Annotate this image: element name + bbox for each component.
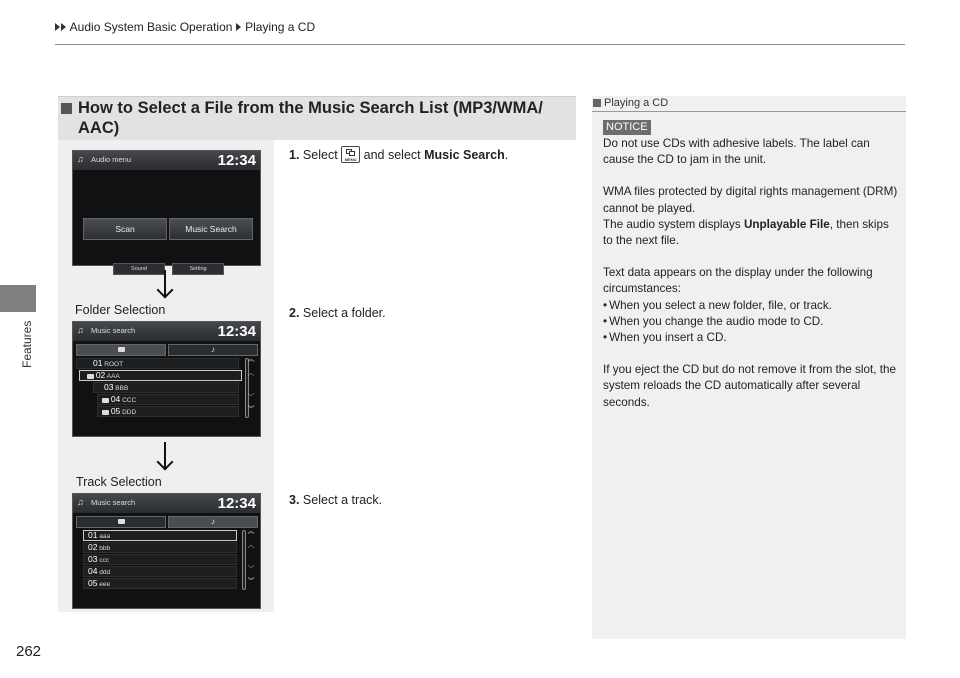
step-number: 1. [289, 148, 300, 162]
list-item[interactable] [79, 370, 242, 381]
step-text: Select a track. [302, 493, 383, 507]
row-number: 04 [88, 566, 98, 576]
notice-badge: NOTICE [603, 120, 651, 135]
row-label: ddd [99, 569, 111, 576]
header-divider [55, 44, 905, 45]
side-tab-label: Features [20, 320, 34, 368]
down-arrow-icon [153, 442, 177, 472]
track-selection-screen [72, 493, 261, 609]
side-tab [0, 312, 36, 372]
row-number: 05 [88, 578, 98, 588]
screen-title-bar [73, 151, 260, 171]
breadcrumb-arrow-icon [61, 23, 66, 31]
step-number: 2. [289, 306, 300, 320]
notes-title[interactable]: Playing a CD [604, 97, 669, 109]
breadcrumb-item[interactable]: Audio System Basic Operation [69, 20, 233, 34]
row-number: 01 [93, 358, 103, 368]
row-label: eee [99, 581, 111, 588]
tab-folder[interactable] [76, 344, 166, 356]
folder-selection-caption: Folder Selection [75, 303, 166, 317]
menu-icon-label: MENU [344, 157, 357, 162]
track-selection-caption: Track Selection [76, 475, 162, 489]
audio-menu-screen [72, 150, 261, 272]
screen-title-bar [73, 322, 260, 342]
note-text: The audio system displays [603, 217, 741, 231]
music-note-icon: ♫ [77, 325, 84, 335]
notes-heading [592, 96, 906, 112]
screen-title-bar [73, 494, 260, 514]
list-item[interactable] [76, 358, 239, 369]
screen-title: Music search [91, 498, 136, 507]
bullet-item: • When you insert a CD. [603, 331, 727, 344]
row-label: ROOT [104, 361, 124, 368]
row-number: 02 [88, 542, 98, 552]
row-number: 03 [104, 382, 114, 392]
search-tabs [76, 516, 258, 528]
tab-track[interactable] [168, 344, 258, 356]
scroll-up-icon[interactable]: ︿ [247, 370, 255, 377]
note-emphasis: Unplayable File [743, 217, 830, 231]
folder-icon [102, 410, 109, 415]
music-note-icon: ♪ [211, 345, 215, 354]
note-paragraph: WMA files protected by digital rights management (DRM) cannot be played. [603, 185, 898, 215]
scroll-controls [245, 356, 257, 420]
page-number: 262 [16, 643, 42, 660]
scroll-up-icon[interactable]: ︿ [247, 542, 255, 549]
list-item[interactable] [83, 542, 237, 553]
notes-body [603, 136, 901, 427]
search-tabs [76, 344, 258, 356]
bullet-item: • When you change the audio mode to CD. [603, 314, 901, 330]
step-text: Select [302, 148, 338, 162]
list-item[interactable] [97, 406, 239, 417]
step-number: 3. [289, 493, 300, 507]
page-up-icon[interactable]: ︽ [247, 528, 255, 535]
scroll-controls [245, 528, 257, 592]
step-1 [289, 146, 508, 163]
page-down-icon[interactable]: ︾ [247, 406, 255, 413]
menu-button-icon [341, 146, 360, 163]
folder-icon [87, 374, 94, 379]
step-emphasis: Music Search [424, 148, 505, 162]
sound-button[interactable]: Sound [113, 263, 165, 275]
folder-icon [102, 398, 109, 403]
folder-selection-screen [72, 321, 261, 437]
row-label: AAA [106, 373, 120, 380]
list-item[interactable] [97, 394, 239, 405]
section-title: How to Select a File from the Music Search List (MP3/WMA/ AAC) [78, 99, 543, 137]
row-label: DDD [122, 409, 137, 416]
step-text: . [504, 148, 509, 162]
note-paragraph: Do not use CDs with adhesive labels. The label can cause the CD to jam in the unit. [603, 137, 870, 167]
list-item[interactable] [83, 578, 237, 589]
row-label: CCC [122, 397, 137, 404]
list-item[interactable] [83, 554, 237, 565]
note-square-icon [593, 99, 601, 107]
row-label: aaa [99, 533, 111, 540]
note-paragraph: Text data appears on the display under the following circumstances: [603, 266, 873, 296]
bullet-item: • When you select a new folder, file, or track. [603, 298, 901, 314]
breadcrumb-item[interactable]: Playing a CD [245, 20, 316, 34]
list-item[interactable] [83, 566, 237, 577]
music-search-button[interactable]: Music Search [169, 218, 253, 240]
section-square-icon [61, 103, 72, 114]
music-note-icon: ♪ [211, 517, 215, 526]
setting-button[interactable]: Setting [172, 263, 224, 275]
screen-clock: 12:34 [217, 152, 256, 169]
list-item[interactable] [93, 382, 239, 393]
row-number: 04 [110, 394, 121, 404]
tab-track[interactable] [168, 516, 258, 528]
down-arrow-icon [153, 270, 177, 300]
screen-clock: 12:34 [217, 495, 256, 512]
row-number: 02 [95, 370, 106, 380]
page-up-icon[interactable]: ︽ [247, 356, 255, 363]
notes-panel [592, 96, 906, 639]
breadcrumb [55, 20, 315, 34]
breadcrumb-arrow-icon [55, 23, 60, 31]
side-tab-marker [0, 285, 36, 312]
step-2 [289, 306, 386, 320]
note-paragraph [603, 217, 901, 249]
screen-title: Music search [91, 326, 136, 335]
note-text: , then skips to the next file. [603, 217, 889, 248]
tab-folder[interactable] [76, 516, 166, 528]
music-note-icon: ♫ [77, 154, 84, 164]
folder-icon [118, 519, 125, 524]
scan-button[interactable]: Scan [83, 218, 167, 240]
breadcrumb-arrow-icon [236, 23, 241, 31]
step-text: and select [363, 148, 421, 162]
page-down-icon[interactable]: ︾ [247, 578, 255, 585]
folder-icon [118, 347, 125, 352]
row-label: ccc [99, 557, 110, 564]
music-note-icon: ♫ [77, 497, 84, 507]
row-label: bbb [99, 545, 111, 552]
row-label: BBB [115, 385, 129, 392]
row-number: 05 [110, 406, 121, 416]
row-number: 03 [88, 554, 98, 564]
scroll-down-icon[interactable]: ﹀ [247, 394, 255, 401]
note-paragraph: If you eject the CD but do not remove it from the slot, the system reloads the CD automatically after several seconds. [603, 363, 896, 409]
screen-clock: 12:34 [217, 323, 256, 340]
section-heading [58, 96, 576, 140]
scroll-down-icon[interactable]: ﹀ [247, 566, 255, 573]
step-text: Select a folder. [302, 306, 386, 320]
row-number: 01 [88, 530, 98, 540]
step-3 [289, 493, 382, 507]
screen-title: Audio menu [91, 155, 132, 164]
list-item[interactable] [83, 530, 237, 541]
